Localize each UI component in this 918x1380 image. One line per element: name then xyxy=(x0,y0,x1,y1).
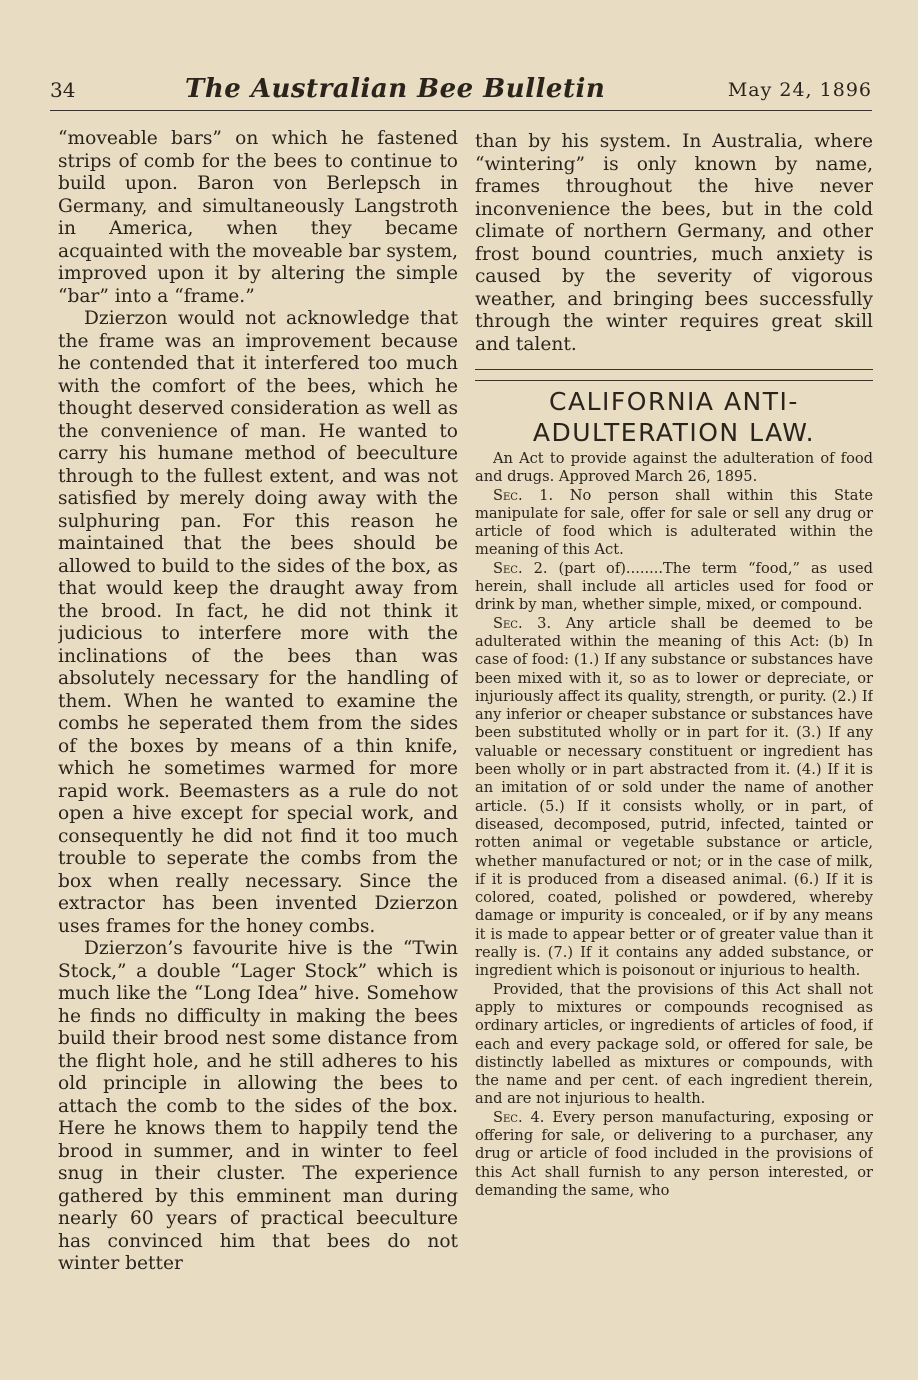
section-divider xyxy=(475,380,873,381)
section-1 xyxy=(475,487,873,560)
issue-date: May 24, 1896 xyxy=(727,79,872,101)
header-rule xyxy=(50,110,872,111)
section-text: Any article shall be deemed to be adulterated within the meaning of this Act: (b) In case of food: (1.) If any substance or substances have been mixed with it, so as to lower or depreciate, or injuriously affect its quality, strength, or purity. (2.) If any inferior or cheaper substance or substances have been substituted wholly or in part for it. (3.) If any valuable or necessary constituent or ingredient has been wholly or in part abstracted from it. (4.) If it is an imitation of or sold under the name of another article. (5.) If it consists wholly, or in part, of diseased, decomposed, putrid, infected, tainted or rotten animal or vegetable substance or article, whether manufactured or not; or in the case of milk, if it is produced from a diseased animal. (6.) If it is colored, coated, polished or powdered, whereby damage or impurity is concealed, or if by any means it is made to appear better or of greater value than it really is. (7.) If it contains any added substance, or ingredient which is poisonout or injurious to health. xyxy=(475,614,873,980)
act-text xyxy=(475,450,873,1310)
paragraph: “moveable bars” on which he fastened strips of comb for the bees to continue to build upon. Baron von Berlepsch in Germany, and simultaneously Langstroth in America, when they became acquainted with the moveable bar system, improved upon it by altering the simple “bar” into a “frame.” xyxy=(58,128,458,307)
section-label: Sec. 2. xyxy=(493,559,548,577)
page-header xyxy=(50,76,872,110)
paragraph: than by his system. In Australia, where “wintering” is only known by name, frames throughout the hive never inconvenience the bees, but in the cold climate of northern Germany, and other frost bound countries, much anxiety is caused by the severity of vigorous weather, and bringing bees successfully through the winter requires great skill and talent. xyxy=(475,131,873,355)
page-number: 34 xyxy=(50,78,76,102)
section-3 xyxy=(475,615,873,981)
left-column xyxy=(58,128,458,1308)
article-heading: CALIFORNIA ANTI-ADULTERATION LAW. xyxy=(532,387,816,447)
paragraph: Dzierzon’s favourite hive is the “Twin Stock,” a double “Lager Stock” which is much like the “Long Idea” hive. Somehow he finds no difficulty in making the bees build their brood nest some distance from the flight hole, and he still adheres to his old principle in allowing the bees to attach the comb to the sides of the box. Here he knows them to happily tend the brood in summer, and in winter to feel snug in their cluster. The experience gathered by this emminent man during nearly 60 years of practical beeculture has convinced him that bees do not winter better xyxy=(58,938,458,1274)
section-label: Sec. 4. xyxy=(493,1108,545,1126)
section-text: Every person manufacturing, exposing or offering for sale, or delivering to a purchaser, any drug or article of food included in the provisions of this Act shall furnish to any person interested, or demanding the same, who xyxy=(475,1108,873,1199)
section-text: (part of)........The term “food,” as used herein, shall include all articles used for food or drink by man, whether simple, mixed, or compound. xyxy=(475,559,873,614)
section-text: No person shall within this State manipulate for sale, offer for sale or sell any drug or article of food which is adulterated within the meaning of this Act. xyxy=(475,486,873,559)
section-2 xyxy=(475,560,873,615)
publication-title: The Australian Bee Bulletin xyxy=(185,74,606,104)
right-column-continuation xyxy=(475,131,873,361)
section-label: Sec. 1. xyxy=(493,486,554,504)
section-divider xyxy=(475,369,873,370)
proviso: Provided, that the provisions of this Act shall not apply to mixtures or compounds recognised as ordinary articles, or ingredients of articles of food, if each and every package sold, or offered for sale, be distinctly labelled as mixtures or compounds, with the name and per cent. of each ingredient therein, and are not injurious to health. xyxy=(475,980,873,1108)
section-4 xyxy=(475,1109,873,1200)
paragraph: Dzierzon would not acknowledge that the frame was an improvement because he contended that it interfered too much with the comfort of the bees, which he thought deserved consideration as well as the convenience of man. He wanted to carry his humane method of beeculture through to the fullest extent, and was not satisfied by merely doing away with the sulphuring pan. For this reason he maintained that the bees should be allowed to build to the sides of the box, as that would keep the draught away from the brood. In fact, he did not think it judicious to interfere more with the inclinations of the bees than was absolutely necessary for the handling of them. When he wanted to examine the combs he seperated them from the sides of the boxes by means of a thin knife, which he sometimes warmed for more rapid work. Beemasters as a rule do not open a hive except for special work, and consequently he did not find it too much trouble to seperate the combs from the box when really necessary. Since the extractor has been invented Dzierzon uses frames for the honey combs. xyxy=(58,308,458,937)
act-intro: An Act to provide against the adulteration of food and drugs. Approved March 26, 1895. xyxy=(475,450,873,486)
section-label: Sec. 3. xyxy=(493,614,552,632)
